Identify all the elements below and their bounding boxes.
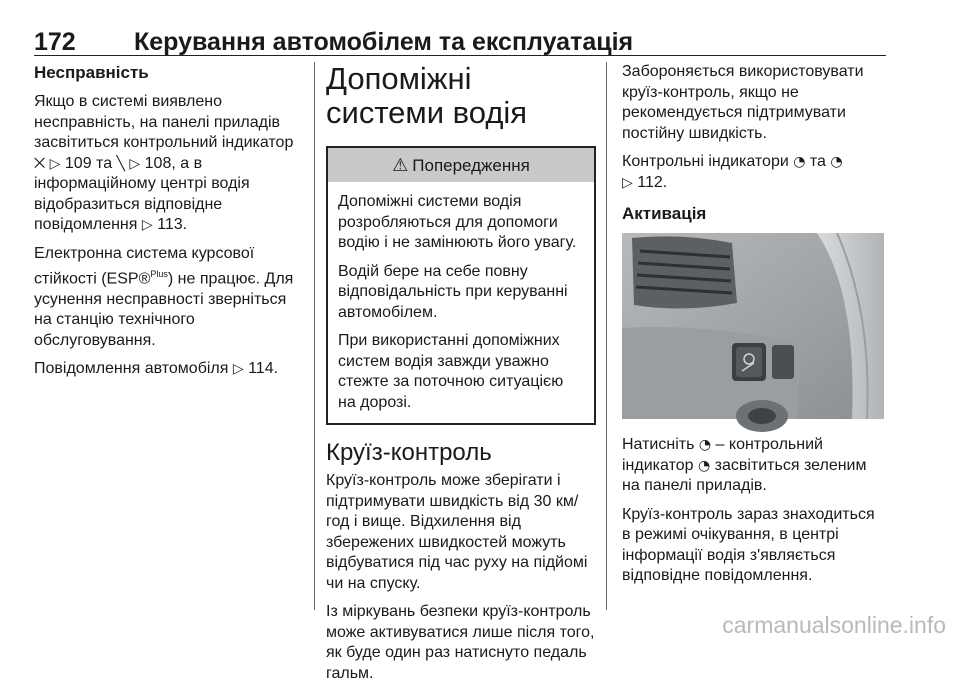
page-title: Керування автомобілем та експлуатація xyxy=(134,28,634,56)
dashboard-illustration xyxy=(622,233,884,419)
paragraph-fault-indicator: Якщо в системі виявлено несправність, на панелі приладів засвітиться контрольний індикатор ⨉ ▷ 109 та ╲ ▷ 108, а в інформаційному центрі водія відобразиться відповідне повідомлення ▷ 113. xyxy=(34,93,294,233)
section-heading-cruise-control: Круїз-контроль xyxy=(326,439,492,466)
section-heading-driver-assistance: Допоміжні системи водія xyxy=(326,61,528,130)
esp-skid-icon: ╲ xyxy=(116,155,125,172)
section-heading-fault: Несправність xyxy=(34,63,149,82)
column-left xyxy=(34,62,306,388)
cruise-set-icon: ◔ xyxy=(697,457,711,474)
cruise-control-icon: ◔ xyxy=(698,437,712,453)
paragraph-indicators: Контрольні індикатори ◔ та ◔ ▷ 112. xyxy=(622,153,843,191)
warning-header: ⚠ Попередження xyxy=(328,148,594,182)
ref-arrow-icon: ▷ xyxy=(49,155,61,172)
ref-arrow-icon: ▷ xyxy=(232,361,244,378)
section-heading-activation: Активація xyxy=(622,204,707,223)
warning-triangle-icon: ⚠ xyxy=(392,155,409,175)
warning-paragraph: Водій бере на себе повну відповідальність при керуванні автомобілем. xyxy=(338,262,568,321)
ref-arrow-icon: ▷ xyxy=(129,155,141,172)
ref-arrow-icon: ▷ xyxy=(622,174,633,191)
paragraph-press-button: Натисніть ◔ – контрольний індикатор ◔ засвітиться зеленим на панелі приладів. xyxy=(622,436,867,494)
warning-box xyxy=(326,146,596,425)
ref-arrow-icon: ▷ xyxy=(141,217,153,233)
page-number: 172 xyxy=(34,28,76,56)
column-middle xyxy=(326,62,596,692)
dashboard-photo xyxy=(622,233,884,419)
paragraph-standby: Круїз-контроль зараз знаходиться в режимі очікування, в центрі інформації водія з'являється відповідне повідомлення. xyxy=(622,505,875,584)
esp-off-icon: ⨉ xyxy=(34,155,46,172)
column-divider xyxy=(314,62,315,610)
paragraph-vehicle-messages: Повідомлення автомобіля ▷ 114. xyxy=(34,360,279,378)
paragraph-esp: Електронна система курсової стійкості (ESP®$^{Plus}$) не працює. Для усунення несправності зверніться на станцію технічного обслуговування. xyxy=(34,244,294,349)
paragraph-cruise-speed: Круїз-контроль може зберігати і підтримувати швидкість від 30 км/год і вище. Відхилення від збережених швидкостей можуть відбуватися під час руху на підйомі чи на спуску. xyxy=(326,472,588,592)
paragraph-cruise-safety: Із міркувань безпеки круїз-контроль може активуватися лише після того, як буде один раз натиснуто педаль гальм. xyxy=(326,603,595,682)
cruise-set-icon: ◔ xyxy=(793,154,806,170)
warning-paragraph: При використанні допоміжних систем водія завжди уважно стежте за поточною ситуацією на дорозі. xyxy=(338,332,564,411)
watermark: carmanualsonline.info xyxy=(722,612,946,638)
page-header xyxy=(34,20,886,56)
warning-paragraph: Допоміжні системи водія розробляються для допомоги водію і не замінюють його увагу. xyxy=(338,193,577,251)
warning-body xyxy=(328,182,594,423)
paragraph-cruise-prohibited: Забороняється використовувати круїз-контроль, якщо не рекомендується підтримувати постійну швидкість. xyxy=(622,63,864,142)
column-right xyxy=(622,62,884,595)
column-divider xyxy=(606,62,607,610)
cruise-control-icon: ◔ xyxy=(830,154,843,170)
